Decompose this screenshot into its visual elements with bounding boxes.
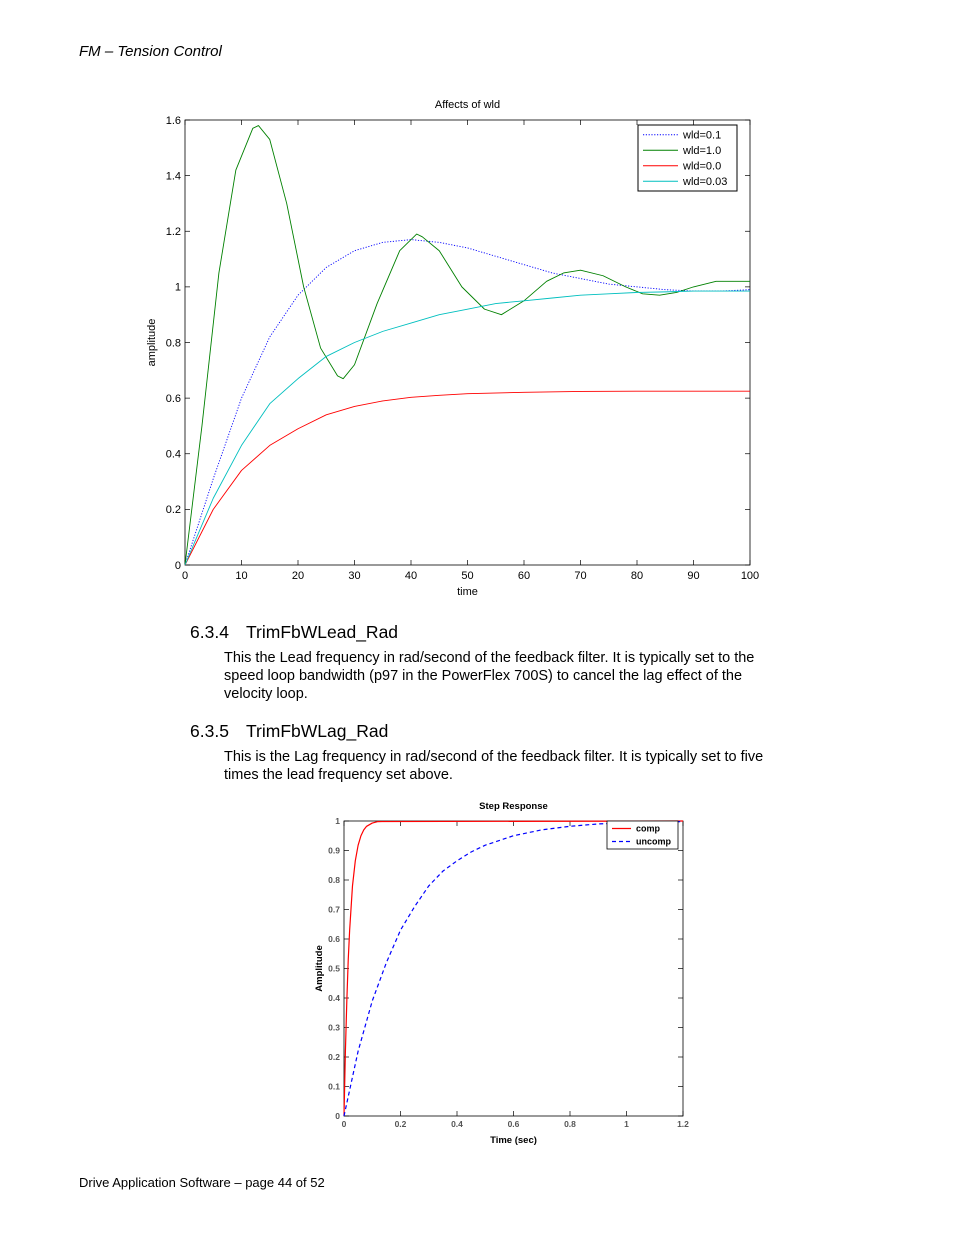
x-axis-label: Time (sec): [490, 1135, 537, 1146]
x-tick-label: 0.6: [507, 1119, 520, 1129]
x-tick-label: 0: [181, 570, 189, 582]
y-tick-label: 0.3: [328, 1022, 340, 1033]
y-tick-label: 0.6: [328, 933, 340, 944]
chart-title: Step Response: [479, 801, 548, 812]
paragraph-line: This is the Lag frequency in rad/second of the feedback filter. It is typically set to five: [224, 749, 764, 765]
section-heading-trimfbwlead: [190, 622, 398, 643]
running-header: FM – Tension Control: [79, 43, 222, 60]
legend-label-wld-0-03: wld=0.03: [683, 176, 728, 189]
chart-title: Affects of wld: [434, 99, 501, 111]
x-tick-label: 0.4: [451, 1119, 463, 1129]
section-title: TrimFbWLag_Rad: [246, 721, 389, 741]
section-title: TrimFbWLead_Rad: [246, 622, 399, 642]
y-tick-label: 0.9: [328, 845, 340, 856]
section-paragraph-trimfbwlead: [224, 649, 824, 703]
x-tick-label: 1: [624, 1119, 629, 1129]
x-tick-label: 1.2: [677, 1119, 689, 1129]
legend-label-wld-0-0: wld=0.0: [683, 160, 722, 173]
paragraph-line: velocity loop.: [224, 686, 308, 702]
y-tick-label: 1.2: [165, 226, 181, 239]
x-tick-label: 70: [574, 570, 587, 582]
y-tick-label: 0.4: [328, 992, 340, 1003]
y-tick-label: 1.6: [165, 114, 181, 127]
x-tick-label: 0.2: [394, 1119, 407, 1129]
y-tick-label: 0.8: [328, 874, 340, 885]
x-tick-label: 60: [517, 570, 531, 582]
y-tick-label: 0.7: [328, 904, 340, 915]
y-tick-label: 0: [174, 559, 181, 572]
paragraph-line: times the lead frequency set above.: [224, 767, 453, 783]
x-tick-label: 50: [461, 570, 474, 582]
page-footer: Drive Application Software – page 44 of 52: [79, 1175, 325, 1190]
paragraph-line: speed loop bandwidth (p97 in the PowerFlex 700S) to cancel the lag effect of the: [224, 668, 743, 684]
x-tick-label: 100: [740, 570, 760, 582]
legend-label-wld-1-0: wld=1.0: [683, 145, 722, 158]
chart-affects-of-wld: [146, 99, 759, 598]
x-tick-label: 40: [404, 570, 418, 582]
section-paragraph-trimfbwlag: [224, 748, 824, 784]
legend-label-uncomp: uncomp: [636, 836, 671, 847]
x-tick-label: 10: [235, 570, 248, 582]
y-axis-label: Amplitude: [314, 945, 325, 992]
plot-area: [344, 821, 683, 1116]
legend-label-wld-0-1: wld=0.1: [683, 129, 722, 142]
x-tick-label: 0: [341, 1119, 347, 1129]
y-tick-label: 0: [335, 1110, 340, 1121]
section-number: 6.3.5: [190, 721, 229, 741]
section-number: 6.3.4: [190, 622, 229, 642]
x-tick-label: 0.8: [564, 1119, 576, 1129]
legend-label-comp: comp: [636, 823, 661, 834]
y-tick-label: 0.1: [328, 1081, 340, 1092]
paragraph-line: This the Lead frequency in rad/second of the feedback filter. It is typically set to the: [224, 650, 755, 666]
x-tick-label: 90: [687, 570, 700, 582]
y-tick-label: 0.4: [165, 448, 181, 461]
y-tick-label: 1: [335, 815, 340, 826]
x-tick-label: 30: [348, 570, 361, 582]
x-axis-label: time: [457, 586, 478, 598]
x-tick-label: 20: [291, 570, 305, 582]
y-tick-label: 0.6: [165, 392, 181, 405]
section-heading-trimfbwlag: [190, 721, 388, 742]
y-tick-label: 1.4: [165, 170, 181, 183]
y-tick-label: 0.2: [328, 1051, 340, 1062]
chart-step-response: [314, 801, 689, 1146]
y-tick-label: 0.2: [165, 504, 181, 517]
y-tick-label: 0.5: [328, 963, 340, 974]
y-tick-label: 0.8: [165, 337, 181, 350]
x-tick-label: 80: [630, 570, 644, 582]
y-axis-label: amplitude: [146, 318, 158, 367]
y-tick-label: 1: [174, 281, 181, 294]
